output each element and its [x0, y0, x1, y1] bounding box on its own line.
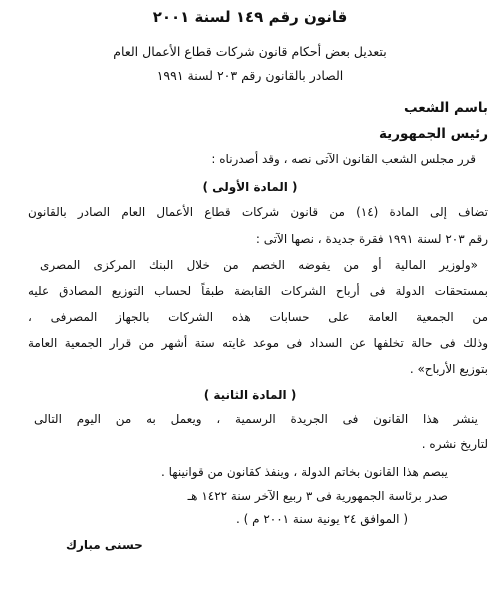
article-1-text-line-1: «ولوزير المالية أو من يفوضه الخصم من خلال البنك المركزى المصرى	[40, 258, 478, 272]
president-signature: حسنى مبارك	[66, 538, 143, 552]
article-2-text-line-1: ينشر هذا القانون فى الجريدة الرسمية ، ويعمل به من اليوم التالى	[34, 412, 478, 426]
law-subtitle-line-1: بتعديل بعض أحكام قانون شركات قطاع الأعمال العام	[113, 44, 387, 59]
article-1-intro-line-2: رقم ٢٠٣ لسنة ١٩٩١ فقرة جديدة ، نصها الآتى :	[255, 232, 488, 246]
in-the-name-of-people: باسم الشعب	[403, 100, 488, 116]
article-1-text-line-3: من الجمعية العامة على حسابات هذه الشركات بالجهاز المصرفى ،	[28, 310, 488, 324]
issued-at-presidency: صدر برئاسة الجمهورية فى ٣ ربيع الآخر سنة ١٤٢٢ هـ	[187, 489, 448, 503]
article-2-text-line-2: لتاريخ نشره .	[421, 437, 488, 451]
seal-statement: يبصم هذا القانون بخاتم الدولة ، وينفذ كقانون من قوانينها .	[161, 465, 448, 479]
article-1-text-line-5: بتوزيع الأرباح» .	[409, 362, 488, 376]
article-1-text-line-2: بمستحقات الدولة فى أرباح الشركات القابضة طبقاً لحساب التوزيع المصادق عليه	[28, 284, 488, 298]
president-title: رئيس الجمهورية	[378, 126, 488, 142]
law-title: قانون رقم ١٤٩ لسنة ٢٠٠١	[152, 8, 348, 26]
article-1-text-line-4: وذلك فى حالة تخلفها عن السداد فى موعد غايته ستة أشهر من قرار الجمعية العامة	[28, 336, 488, 350]
preamble-text: قرر مجلس الشعب القانون الآتى نصه ، وقد أصدرناه :	[211, 152, 476, 166]
issued-gregorian-date: ( الموافق ٢٤ يونية سنة ٢٠٠١ م ) .	[235, 512, 408, 526]
law-subtitle-line-2: الصادر بالقانون رقم ٢٠٣ لسنة ١٩٩١	[156, 68, 344, 83]
article-1-heading: ( المادة الأولى )	[202, 180, 298, 194]
article-2-heading: ( المادة الثانية )	[203, 388, 297, 402]
article-1-intro-line-1: تضاف إلى المادة (١٤) من قانون شركات قطاع الأعمال العام الصادر بالقانون	[28, 205, 488, 219]
